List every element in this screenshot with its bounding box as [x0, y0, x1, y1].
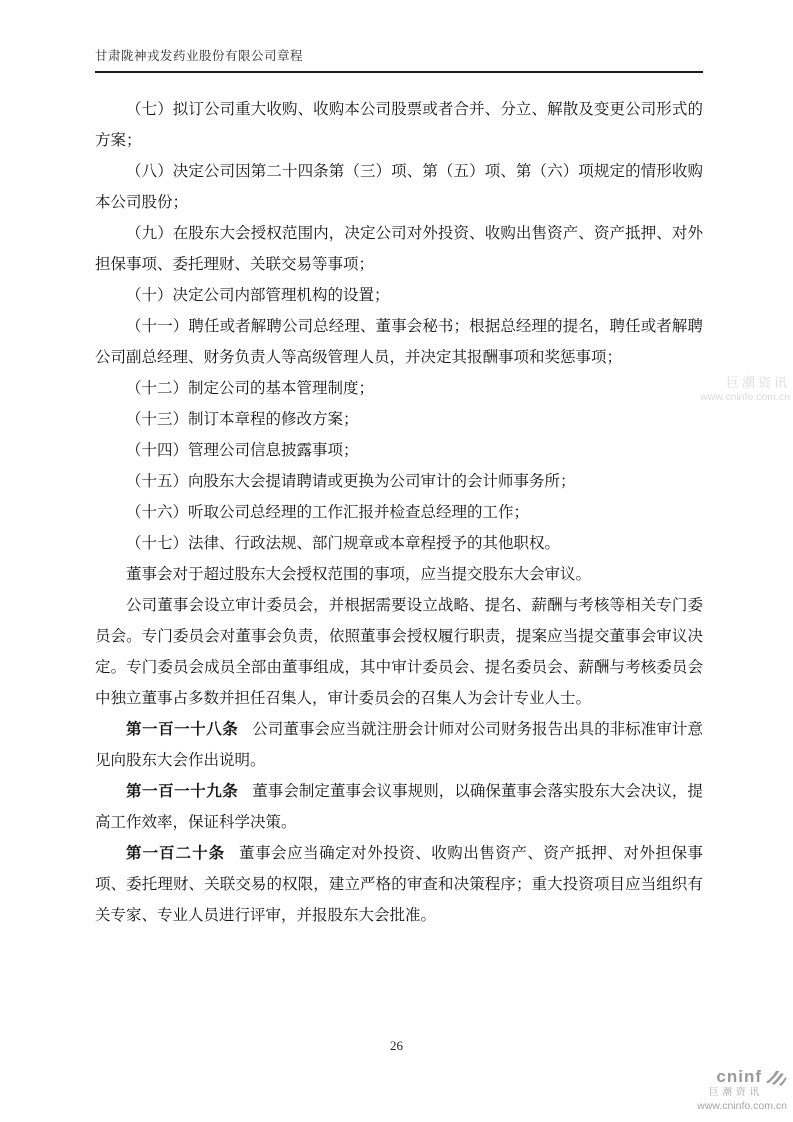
paragraph: （十五）向股东大会提请聘请或更换为公司审计的会计师事务所； [126, 473, 576, 490]
cninfo-brand-cn-text: 巨潮资讯 [708, 1087, 763, 1099]
document-title: 甘肃陇神戎发药业股份有限公司章程 [95, 49, 304, 63]
watermark-url-text: www.cninfo.com.cn [700, 391, 790, 404]
article-number: 第一百一十九条 [126, 783, 239, 800]
paragraph: 董事会对于超过股东大会授权范围的事项，应当提交股东大会审议。 [126, 566, 592, 583]
paragraph: （十一）聘任或者解聘公司总经理、董事会秘书；根据总经理的提名，聘任或者解聘公司副总经理、财务负责人等高级管理人员，并决定其报酬事项和奖惩事项； [95, 318, 703, 366]
paragraph: （九）在股东大会授权范围内，决定公司对外投资、收购出售资产、资产抵押、对外担保事项、委托理财、关联交易等事项； [95, 225, 703, 273]
paragraph: （十七）法律、行政法规、部门规章或本章程授予的其他职权。 [126, 535, 561, 552]
watermark-brand-text: 巨潮资讯 [725, 375, 790, 390]
cninfo-swoosh-icon [765, 1069, 787, 1086]
page-number: 26 [390, 1038, 403, 1053]
paragraph-article-120: 第一百二十条 董事会应当确定对外投资、收购出售资产、资产抵押、对外担保事项、委托理财、关联交易的权限，建立严格的审查和决策程序；重大投资项目应当组织有关专家、专业人员进行评审，并报股东大会批准。 [95, 845, 703, 924]
paragraph-article-119: 第一百一十九条 董事会制定董事会议事规则，以确保董事会落实股东大会决议，提高工作效率，保证科学决策。 [95, 783, 703, 831]
article-number: 第一百二十条 [126, 845, 226, 862]
article-number: 第一百一十八条 [126, 721, 239, 738]
paragraph: 公司董事会设立审计委员会，并根据需要设立战略、提名、薪酬与考核等相关专门委员会。专门委员会对董事会负责，依照董事会授权履行职责，提案应当提交董事会审议决定。专门委员会成员全部由董事组成，其中审计委员会、提名委员会、薪酬与考核委员会中独立董事占多数并担任召集人，审计委员会的召集人为会计专业人士。 [95, 597, 703, 707]
paragraph: （十四）管理公司信息披露事项； [126, 442, 359, 459]
paragraph: （十）决定公司内部管理机构的设置； [126, 287, 390, 304]
document-body [95, 94, 703, 931]
paragraph: （十二）制定公司的基本管理制度； [126, 380, 375, 397]
paragraph: （八）决定公司因第二十四条第（三）项、第（五）项、第（六）项规定的情形收购本公司股份； [95, 163, 703, 211]
cninfo-watermark [700, 375, 790, 404]
paragraph: （十三）制订本章程的修改方案； [126, 411, 359, 428]
cninfo-brand-text: cninf [716, 1067, 762, 1087]
cninfo-url-text: www.cninfo.com.cn [697, 1099, 787, 1112]
cninfo-logo [697, 1067, 787, 1112]
paragraph-article-118: 第一百一十八条 公司董事会应当就注册会计师对公司财务报告出具的非标准审计意见向股东大会作出说明。 [95, 721, 703, 769]
paragraph: （七）拟订公司重大收购、收购本公司股票或者合并、分立、解散及变更公司形式的方案； [95, 101, 703, 149]
page-header [95, 46, 703, 73]
paragraph: （十六）听取公司总经理的工作汇报并检查总经理的工作； [126, 504, 530, 521]
